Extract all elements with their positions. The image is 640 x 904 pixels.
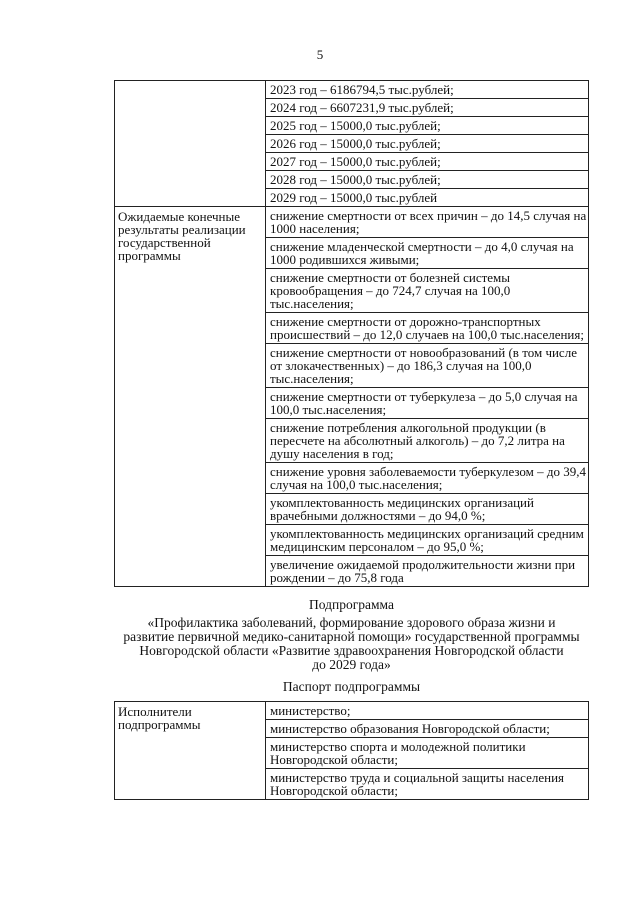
subprogram-title-line: Новгородской области «Развитие здравоохранения Новгородской области [139, 643, 564, 658]
result-item: снижение смертности от всех причин – до 14,5 случая на 1000 населения; [270, 208, 587, 236]
funding-line: 2025 год – 15000,0 тыс.рублей; [266, 116, 588, 134]
funding-line: 2028 год – 15000,0 тыс.рублей; [266, 170, 588, 188]
executors-values-cell [266, 702, 589, 800]
program-passport-table [114, 80, 589, 587]
result-item: снижение смертности от дорожно-транспортных происшествий – до 12,0 случаев на 100,0 тыс.населения; [266, 312, 588, 343]
executor-item: министерство труда и социальной защиты населения Новгородской области; [266, 768, 588, 799]
result-item: снижение потребления алкогольной продукции (в пересчете на абсолютный алкоголь) – до 7,2 литра на душу населения в год; [266, 418, 588, 462]
subprogram-heading: Подпрограмма [309, 597, 394, 612]
funding-line: 2029 год – 15000,0 тыс.рублей [266, 188, 588, 206]
funding-row [115, 81, 589, 207]
funding-line: 2026 год – 15000,0 тыс.рублей; [266, 134, 588, 152]
result-item: снижение смертности от туберкулеза – до 5,0 случая на 100,0 тыс.населения; [266, 387, 588, 418]
subprogram-passport-table [114, 701, 589, 800]
funding-label-cell [115, 81, 266, 207]
subprogram-title-line: до 2029 года» [312, 657, 391, 672]
results-row [115, 207, 589, 587]
funding-values-cell [266, 81, 589, 207]
results-values-cell [266, 207, 589, 587]
result-item: снижение младенческой смертности – до 4,0 случая на 1000 родившихся живыми; [266, 237, 588, 268]
result-item: снижение смертности от болезней системы кровообращения – до 724,7 случая на 100,0 тыс.населения; [266, 268, 588, 312]
passport-heading: Паспорт подпрограммы [282, 679, 421, 694]
funding-line: 2023 год – 6186794,5 тыс.рублей; [270, 82, 454, 97]
subprogram-title [114, 616, 589, 672]
subprogram-title-line: «Профилактика заболеваний, формирование здорового образа жизни и [147, 615, 556, 630]
result-item: снижение уровня заболеваемости туберкулезом – до 39,4 случая на 100,0 тыс.населения; [266, 462, 588, 493]
result-item: снижение смертности от новообразований (в том числе от злокачественных) – до 186,3 случая на 100,0 тыс.населения; [266, 343, 588, 387]
executors-row [115, 702, 589, 800]
executor-item: министерство образования Новгородской области; [266, 719, 588, 737]
executor-item: министерство; [270, 703, 351, 718]
results-label-cell: Ожидаемые конечные результаты реализации государственной программы [115, 207, 266, 587]
page-number: 5 [316, 47, 324, 62]
funding-line: 2024 год – 6607231,9 тыс.рублей; [266, 98, 588, 116]
executor-item: министерство спорта и молодежной политики Новгородской области; [266, 737, 588, 768]
executors-label-cell: Исполнители подпрограммы [115, 702, 266, 800]
result-item: увеличение ожидаемой продолжительности жизни при рождении – до 75,8 года [266, 555, 588, 586]
subprogram-title-line: развитие первичной медико-санитарной помощи» государственной программы [123, 629, 580, 644]
funding-line: 2027 год – 15000,0 тыс.рублей; [266, 152, 588, 170]
result-item: укомплектованность медицинских организаций средним медицинским персоналом – до 95,0 %; [266, 524, 588, 555]
result-item: укомплектованность медицинских организаций врачебными должностями – до 94,0 %; [266, 493, 588, 524]
